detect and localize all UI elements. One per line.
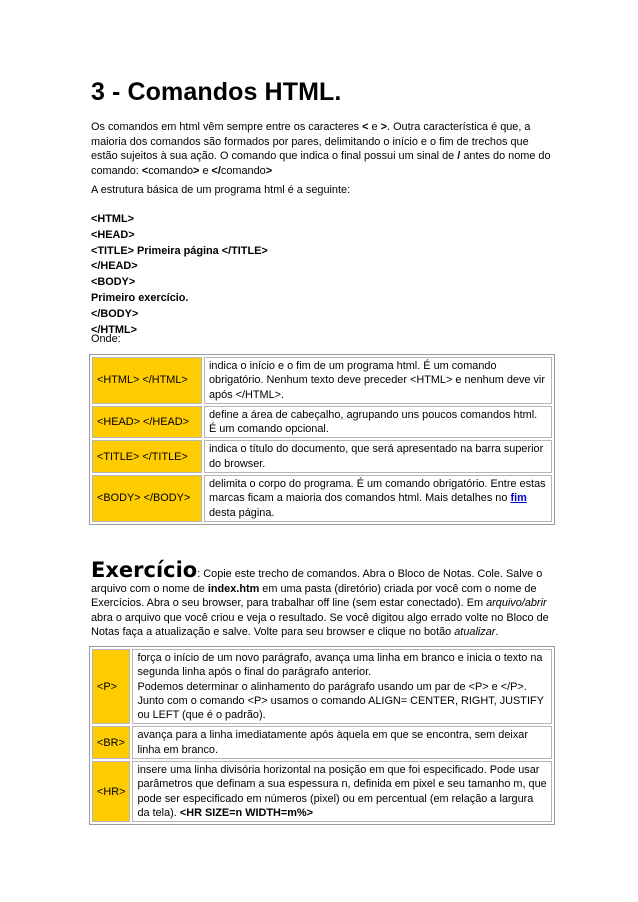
exercise-text: em uma pasta (diretório) criada por você com o nome de Exercícios. Abra o seu browser, para trabalhar off line (sem estar conectado). Em (91, 582, 537, 609)
code-line: <TITLE> Primeira página </TITLE> (91, 244, 268, 257)
command-tag-cell: <TITLE> </TITLE> (92, 440, 202, 473)
table-row (92, 761, 552, 822)
command-desc-cell: define a área de cabeçalho, agrupando uns poucos comandos html. É um comando opcional. (204, 406, 552, 439)
intro-text: e (368, 121, 381, 133)
cmd-open-gt: > (193, 164, 200, 177)
table-row (92, 357, 552, 404)
intro-text: antes do nome do comando: (91, 150, 551, 177)
command-desc-cell (132, 649, 552, 724)
table-row (92, 475, 552, 522)
desc-text: insere uma linha divisória horizontal na posição em que foi especificado. Pode usar parâmetros que definam a sua espessura n, definida em pixel e seu tamanho m, que pode ser especificado em números (pixel) ou em percentual (em relação a largura da tela). (137, 764, 547, 819)
command-desc-cell: indica o início e o fim de um programa html. É um comando obrigatório. Nenhum texto deve preceder <HTML> e nenhum deve vir após </HTML>. (204, 357, 552, 404)
intro-text: Os comandos em html vêm sempre entre os caracteres (91, 121, 363, 133)
command-tag-cell: <HEAD> </HEAD> (92, 406, 202, 439)
cmd-open-lt: < (141, 164, 149, 177)
cmd-close-lt: </ (211, 164, 221, 177)
intro-text: . Outra característica é que, a maioria dos comandos são formados por pares, delimitando o início e o fim de trechos que estão sujeitos à sua ação. O comando que indica o final possui um sinal de (91, 121, 531, 162)
slash-char: / (457, 150, 461, 162)
exercise-heading: Exercício (91, 558, 198, 582)
command-tag-cell: <BODY> </BODY> (92, 475, 202, 522)
code-line: <HEAD> (91, 228, 135, 241)
code-line: Primeiro exercício. (91, 291, 189, 304)
menu-path: arquivo/abrir (486, 597, 547, 609)
table-row (92, 406, 552, 439)
cmd-open-word: comando (148, 164, 194, 177)
fim-link[interactable]: fim (510, 492, 527, 505)
format-commands-table (89, 646, 555, 825)
intro-paragraph (91, 120, 553, 178)
html-commands-table (89, 354, 555, 525)
desc-text: delimita o corpo do programa. É um comando obrigatório. Entre estas marcas ficam a maioria dos comandos html. Mais detalhes no (209, 478, 546, 505)
code-line: </HTML> (91, 323, 137, 336)
exercise-text: : Copie este trecho de comandos. Abra o Bloco de Notas. Cole. Salve o arquivo com o nome de (91, 568, 543, 595)
code-line: </BODY> (91, 307, 139, 320)
command-desc-cell: indica o título do documento, que será apresentado na barra superior do browser. (204, 440, 552, 473)
hr-syntax: <HR SIZE=n WIDTH=m%> (179, 806, 313, 819)
structure-intro: A estrutura básica de um programa html é a seguinte: (91, 184, 351, 196)
onde-label: Onde: (91, 333, 121, 345)
table-row (92, 726, 552, 759)
exercise-text: abra o arquivo que você criou e veja o resultado. Se você digitou algo errado volte no Bloco de Notas faça a atualização e salve. Volte para seu browser e clique no botão (91, 611, 549, 638)
command-tag-cell: <HR> (92, 761, 130, 822)
code-block (91, 212, 268, 338)
command-desc-cell (132, 761, 552, 822)
command-tag-cell: <BR> (92, 726, 130, 759)
code-line: <HTML> (91, 213, 134, 225)
exercise-paragraph (91, 560, 561, 640)
intro-text: e (199, 164, 212, 177)
table-row (92, 440, 552, 473)
cmd-close-word: comando (220, 164, 266, 177)
page-title: 3 - Comandos HTML. (91, 78, 342, 106)
code-line: <BODY> (91, 276, 136, 289)
command-desc-cell (204, 475, 552, 522)
code-line: </HEAD> (91, 260, 138, 273)
filename: index.htm (207, 582, 260, 595)
lt-char: < (362, 121, 369, 133)
command-tag-cell: <P> (92, 649, 130, 724)
exercise-text: . (495, 626, 499, 638)
command-desc-cell: avança para a linha imediatamente após àquela em que se encontra, sem deixar linha em branco. (132, 726, 552, 759)
desc-text: força o início de um novo parágrafo, avança uma linha em branco e inicia o texto na segunda linha após o final do parágrafo anterior. Podemos determinar o alinhamento do parágrafo usando um par de <P> e </P>. Junto com o comando <P> usamos o comando ALIGN= CENTER, RIGHT, JUSTIFY ou LEFT (que é o padrão). (137, 652, 544, 722)
cmd-close-gt: > (265, 164, 273, 177)
button-reference: atualizar (454, 626, 496, 638)
desc-text: desta página. (209, 506, 275, 519)
command-tag-cell: <HTML> </HTML> (92, 357, 202, 404)
table-row (92, 649, 552, 724)
gt-char: > (380, 121, 388, 133)
